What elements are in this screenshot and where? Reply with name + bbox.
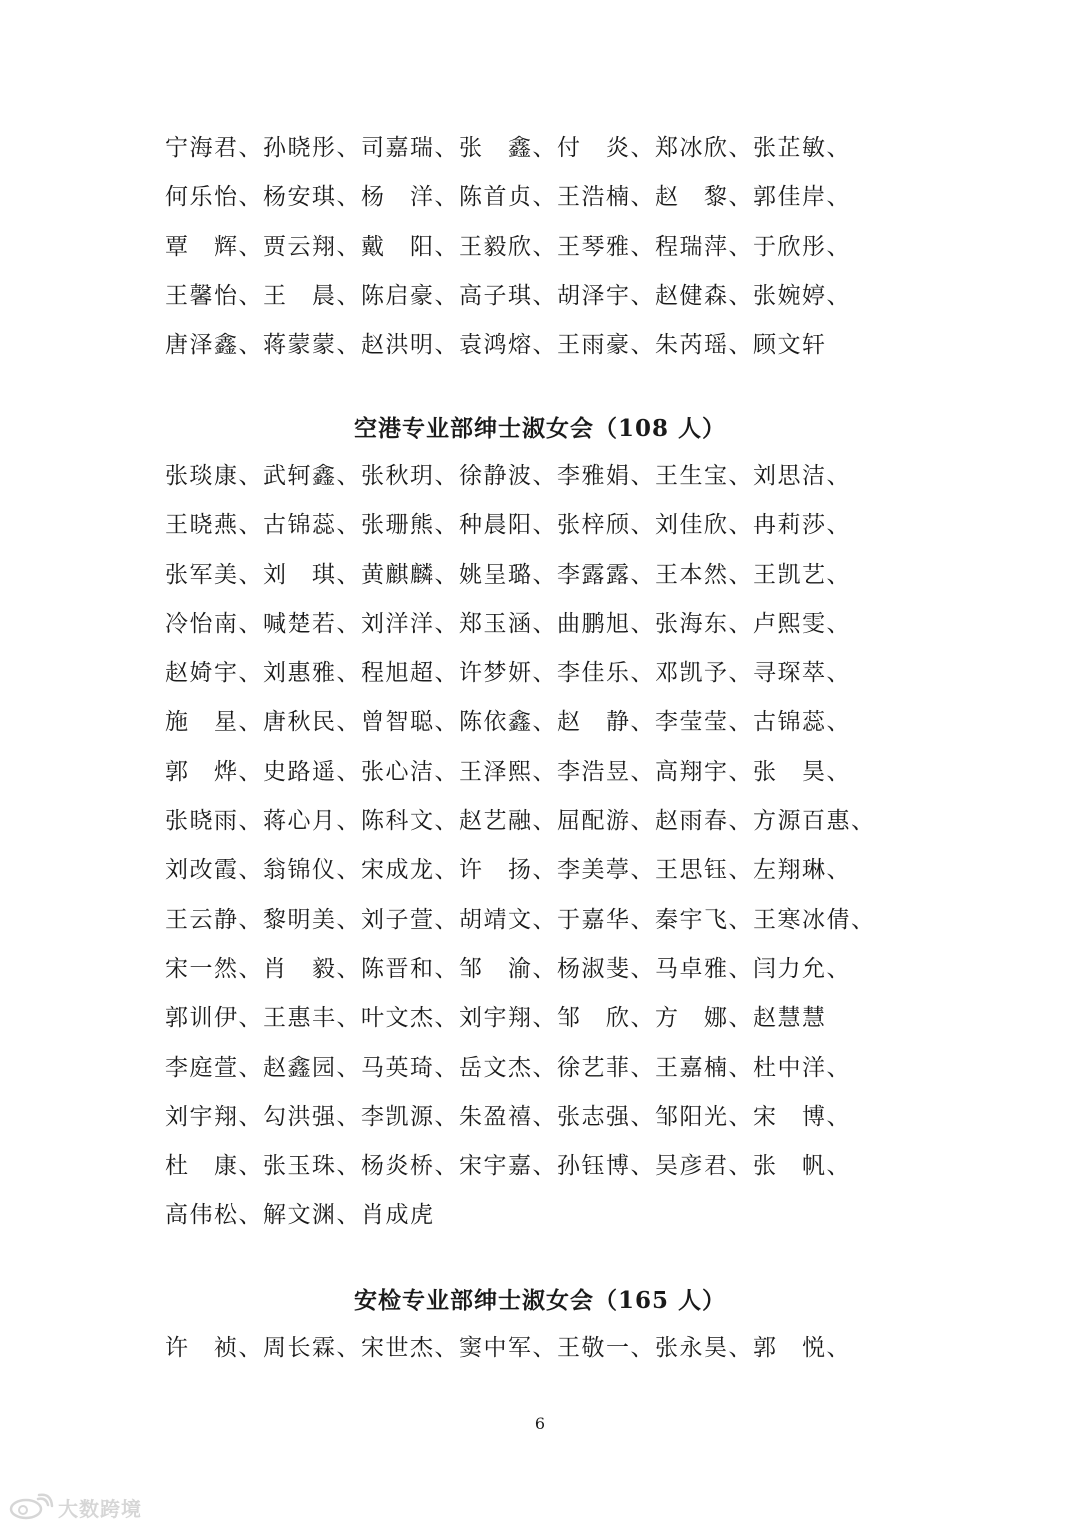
name-list-airport — [165, 452, 925, 1241]
name-line: 刘改霞、翁锦仪、宋成龙、许 扬、李美葶、王思钰、左翔琳、 — [165, 857, 851, 884]
name-line: 张晓雨、蒋心月、陈科文、赵艺融、屈配游、赵雨春、方源百惠、 — [165, 808, 876, 835]
name-line: 张琰康、武轲鑫、张秋玥、徐静波、李雅娟、王生宝、刘思洁、 — [165, 463, 851, 489]
name-line: 王云静、黎明美、刘子萱、胡靖文、于嘉华、秦宇飞、王寒冰倩、 — [165, 906, 876, 933]
name-line: 何乐怡、杨安琪、杨 洋、陈首贞、王浩楠、赵 黎、郭佳岸、 — [165, 184, 851, 211]
watermark-text: 大数跨境 — [58, 1496, 142, 1521]
section-heading-security: 安检专业部绅士淑女会（165 人） — [353, 1287, 727, 1314]
name-line: 杜 康、张玉珠、杨炎桥、宋宇嘉、孙钰博、吴彦君、张 帆、 — [165, 1153, 851, 1180]
watermark — [8, 1492, 142, 1522]
name-line: 唐泽鑫、蒋蒙蒙、赵洪明、袁鸿熔、王雨豪、朱芮瑶、顾文轩 — [165, 332, 827, 359]
name-line: 李庭萱、赵鑫园、马英琦、岳文杰、徐艺菲、王嘉楠、杜中洋、 — [165, 1054, 851, 1081]
name-line: 王馨怡、王 晨、陈启豪、高子琪、胡泽宇、赵健森、张婉婷、 — [165, 282, 851, 309]
name-list-continuation — [165, 124, 925, 370]
name-line: 冷怡南、喊楚若、刘洋洋、郑玉涵、曲鹏旭、张海东、卢熙雯、 — [165, 610, 851, 637]
name-line: 宋一然、肖 毅、陈晋和、邹 渝、杨淑斐、马卓雅、闫力允、 — [165, 955, 851, 982]
name-line: 郭 烨、史路遥、张心洁、王泽熙、李浩昱、高翔宇、张 昊、 — [165, 758, 851, 785]
name-line: 施 星、唐秋民、曾智聪、陈依鑫、赵 静、李莹莹、古锦蕊、 — [165, 709, 851, 736]
weibo-logo-icon — [8, 1493, 54, 1521]
page-number: 6 — [534, 1414, 546, 1433]
name-line: 王晓燕、古锦蕊、张珊熊、种晨阳、张梓颀、刘佳欣、冉莉莎、 — [165, 512, 851, 539]
name-line: 赵婍宇、刘惠雅、程旭超、许梦妍、李佳乐、邓凯予、寻琛萃、 — [165, 660, 851, 687]
name-line: 许 祯、周长霖、宋世杰、窦中军、王敬一、张永昊、郭 悦、 — [165, 1335, 851, 1361]
name-line: 郭训伊、王惠丰、叶文杰、刘宇翔、邹 欣、方 娜、赵慧慧 — [165, 1005, 827, 1032]
name-line: 覃 辉、贾云翔、戴 阳、王毅欣、王琴雅、程瑞萍、于欣彤、 — [165, 233, 851, 260]
name-list-security — [165, 1324, 925, 1373]
name-line: 宁海君、孙晓彤、司嘉瑞、张 鑫、付 炎、郑冰欣、张芷敏、 — [165, 135, 851, 161]
name-line: 刘宇翔、勾洪强、李凯源、朱盈禧、张志强、邹阳光、宋 博、 — [165, 1103, 851, 1130]
name-line: 高伟松、解文渊、肖成虎 — [165, 1202, 435, 1229]
name-line: 张军美、刘 琪、黄麒麟、姚呈璐、李露露、王本然、王凯艺、 — [165, 561, 851, 588]
section-heading-airport: 空港专业部绅士淑女会（108 人） — [353, 415, 727, 442]
